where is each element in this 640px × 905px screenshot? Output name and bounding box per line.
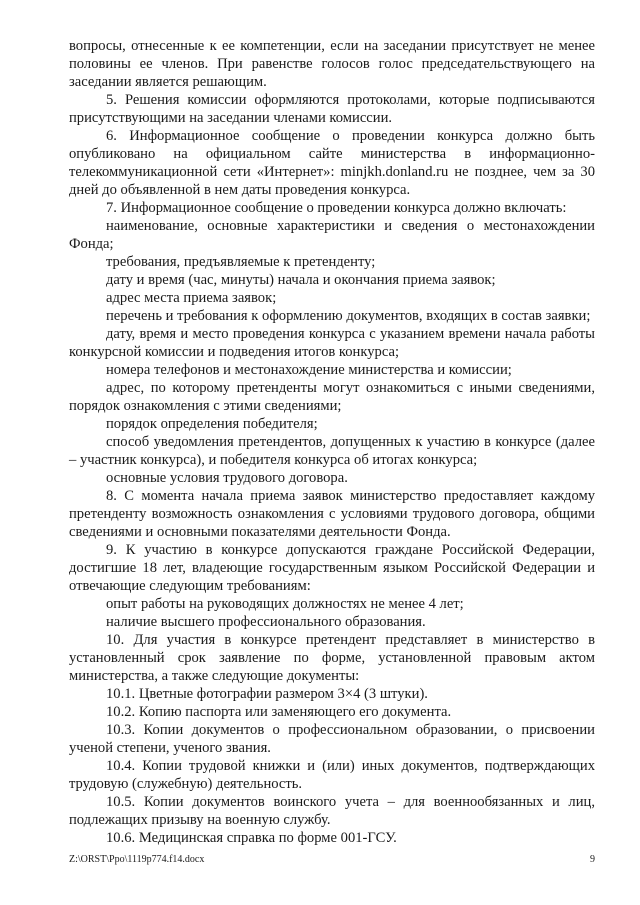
paragraph: 10. Для участия в конкурсе претендент представляет в министерство в установленный срок заявление по форме, установленной правовым актом министерства, а также следующие документы: <box>69 632 595 684</box>
paragraph: 7. Информационное сообщение о проведении конкурса должно включать: <box>106 200 567 216</box>
paragraph: перечень и требования к оформлению документов, входящих в состав заявки; <box>106 308 591 324</box>
paragraph: наименование, основные характеристики и сведения о местонахождении Фонда; <box>69 218 595 252</box>
paragraph: дату, время и место проведения конкурса с указанием времени начала работы конкурсной комиссии и подведения итогов конкурса; <box>69 326 595 360</box>
paragraph: порядок определения победителя; <box>106 416 318 432</box>
paragraph: 10.1. Цветные фотографии размером 3×4 (3 штуки). <box>106 686 428 702</box>
paragraph: 5. Решения комиссии оформляются протоколами, которые подписываются присутствующими на заседании членами комиссии. <box>69 92 595 126</box>
paragraph: адрес места приема заявок; <box>106 290 277 306</box>
paragraph: 10.6. Медицинская справка по форме 001-ГСУ. <box>106 830 397 846</box>
paragraph: 10.2. Копию паспорта или заменяющего его документа. <box>106 704 452 720</box>
paragraph: требования, предъявляемые к претенденту; <box>106 254 376 270</box>
document-body <box>69 37 595 847</box>
paragraph: адрес, по которому претенденты могут ознакомиться с иными сведениями, порядок ознакомления с этими сведениями; <box>69 380 595 414</box>
paragraph: 10.4. Копии трудовой книжки и (или) иных документов, подтверждающих трудовую (служебную) деятельность. <box>69 758 595 792</box>
paragraph: 10.5. Копии документов воинского учета – для военнообязанных и лиц, подлежащих призыву на военную службу. <box>69 794 595 828</box>
page-number: 9 <box>590 854 595 865</box>
paragraph: основные условия трудового договора. <box>106 470 348 486</box>
paragraph: 10.3. Копии документов о профессиональном образовании, о присвоении ученой степени, ученого звания. <box>69 722 595 756</box>
paragraph: 9. К участию в конкурсе допускаются граждане Российской Федерации, достигшие 18 лет, владеющие государственным языком Российской Федерации и отвечающие следующим требованиям: <box>69 542 595 594</box>
paragraph: способ уведомления претендентов, допущенных к участию в конкурсе (далее – участник конкурса), и победителя конкурса об итогах конкурса; <box>69 434 595 468</box>
paragraph: опыт работы на руководящих должностях не менее 4 лет; <box>106 596 464 612</box>
footer-file-path: Z:\ORST\Ppo\1119p774.f14.docx <box>69 854 205 865</box>
paragraph: вопросы, отнесенные к ее компетенции, если на заседании присутствует не менее половины ее членов. При равенстве голосов голос председательствующего на заседании является решающим. <box>69 38 595 90</box>
paragraph: номера телефонов и местонахождение министерства и комиссии; <box>106 362 512 378</box>
paragraph: наличие высшего профессионального образования. <box>106 614 426 630</box>
paragraph: 6. Информационное сообщение о проведении конкурса должно быть опубликовано на официальном сайте министерства в информационно-телекоммуникационной сети «Интернет»: minjkh.donland.ru не позднее, чем за 30 дней до объявленной в нем даты проведения конкурса. <box>69 128 595 198</box>
paragraph: 8. С момента начала приема заявок министерство предоставляет каждому претенденту возможность ознакомления с условиями трудового договора, общими сведениями и основными показателями деятельности Фонда. <box>69 488 595 540</box>
paragraph: дату и время (час, минуты) начала и окончания приема заявок; <box>106 272 496 288</box>
